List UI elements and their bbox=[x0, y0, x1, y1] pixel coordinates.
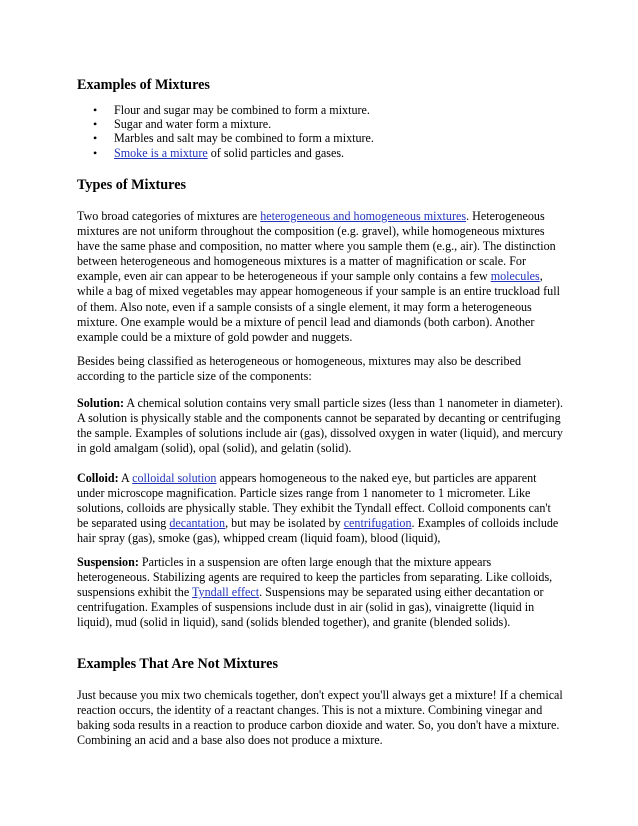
list-item bbox=[93, 117, 553, 131]
solution-paragraph bbox=[77, 396, 563, 456]
list-item-text: Marbles and salt may be combined to form a mixture. bbox=[114, 131, 374, 146]
smoke-mixture-link[interactable]: Smoke is a mixture bbox=[114, 145, 208, 160]
list-item bbox=[93, 131, 553, 145]
decantation-link[interactable]: decantation bbox=[169, 516, 226, 531]
colloidal-solution-link[interactable]: colloidal solution bbox=[132, 471, 217, 485]
text: , while a bag of mixed vegetables may appear homogeneous if your sample is an entire truckload full of them. Also note, even if a sample consists of a single element, it may form a heterogeneous mixture. One example would be a mixture of pencil lead and diamonds (both carbon). Another example could be a mixture of gold powder and nuggets. bbox=[77, 269, 560, 344]
text: , but may be isolated by bbox=[225, 516, 344, 531]
not-mixtures-paragraph: Just because you mix two chemicals together, don't expect you'll always get a mixture! If a chemical reaction occurs, the identity of a reactant changes. This is not a mixture. Combining vinegar and baking soda results in a reaction to produce carbon dioxide and water. So, you don't have a mixture. Combining an acid and a base also does not produce a mixture. bbox=[77, 688, 563, 748]
colloid-label: Colloid: bbox=[77, 471, 119, 485]
molecules-link[interactable]: molecules bbox=[490, 269, 540, 284]
text: A chemical solution contains very small particle sizes (less than 1 nanometer in diameter). A solution is physically stable and the components cannot be separated by decanting or centrifuging the sample. Examples of solutions include air (gas), dissolved oxygen in water (liquid), and mercury in gold amalgam (solid), opal (solid), and gelatin (solid). bbox=[77, 396, 563, 456]
list-item bbox=[93, 103, 553, 117]
suspension-paragraph bbox=[77, 555, 563, 630]
types-heading: Types of Mixtures bbox=[77, 177, 187, 193]
types-paragraph bbox=[77, 209, 563, 345]
text: . Suspensions may be separated using either decantation or centrifugation. Examples of suspensions include dust in air (solid in gas), vinaigrette (liquid in liquid), mud (solid in liquid), sand (solids blended together), and granite (blended solids). bbox=[77, 585, 544, 630]
list-item-text: of solid particles and gases. bbox=[207, 145, 345, 160]
text: . Examples of colloids include hair spray (gas), smoke (gas), whipped cream (liquid foam), blood (liquid), bbox=[77, 516, 559, 546]
text: appears homogeneous to the naked eye, but particles are apparent under microscope magnification. Particle sizes range from 1 nanometer to 1 micrometer. Like solutions, colloids are physically stable. They exhibit the Tyndall effect. Colloid components can't be separated using bbox=[77, 471, 551, 531]
list-item-text: Sugar and water form a mixture. bbox=[114, 117, 272, 132]
text: A bbox=[118, 471, 133, 485]
examples-heading: Examples of Mixtures bbox=[77, 77, 210, 93]
colloid-paragraph bbox=[77, 471, 563, 546]
heterogeneous-homogeneous-link[interactable]: heterogeneous and homogeneous mixtures bbox=[260, 209, 467, 223]
suspension-label: Suspension: bbox=[77, 555, 139, 569]
text: Two broad categories of mixtures are bbox=[77, 209, 261, 223]
examples-list bbox=[93, 103, 553, 160]
text: Particles in a suspension are often large enough that the mixture appears heterogeneous. Stabilizing agents are required to keep the particles from separating. Like colloids, suspensions exhibit the bbox=[77, 555, 553, 600]
solution-label: Solution: bbox=[77, 396, 125, 410]
text: . Heterogeneous mixtures are not uniform throughout the composition (e.g. gravel), while homogeneous mixtures have the same phase and composition, no matter where you sample them (e.g., air). The distinction between heterogeneous and homogeneous mixtures is a matter of magnification or scale. For example, even air can appear to be heterogeneous if your sample only contains a few bbox=[77, 209, 556, 284]
list-item bbox=[93, 146, 553, 160]
centrifugation-link[interactable]: centrifugation bbox=[343, 516, 412, 531]
not-mixtures-heading: Examples That Are Not Mixtures bbox=[77, 656, 278, 672]
classification-paragraph: Besides being classified as heterogeneous or homogeneous, mixtures may also be described according to the particle size of the components: bbox=[77, 354, 521, 384]
tyndall-effect-link[interactable]: Tyndall effect bbox=[192, 585, 260, 600]
list-item-text: Flour and sugar may be combined to form a mixture. bbox=[114, 103, 370, 117]
